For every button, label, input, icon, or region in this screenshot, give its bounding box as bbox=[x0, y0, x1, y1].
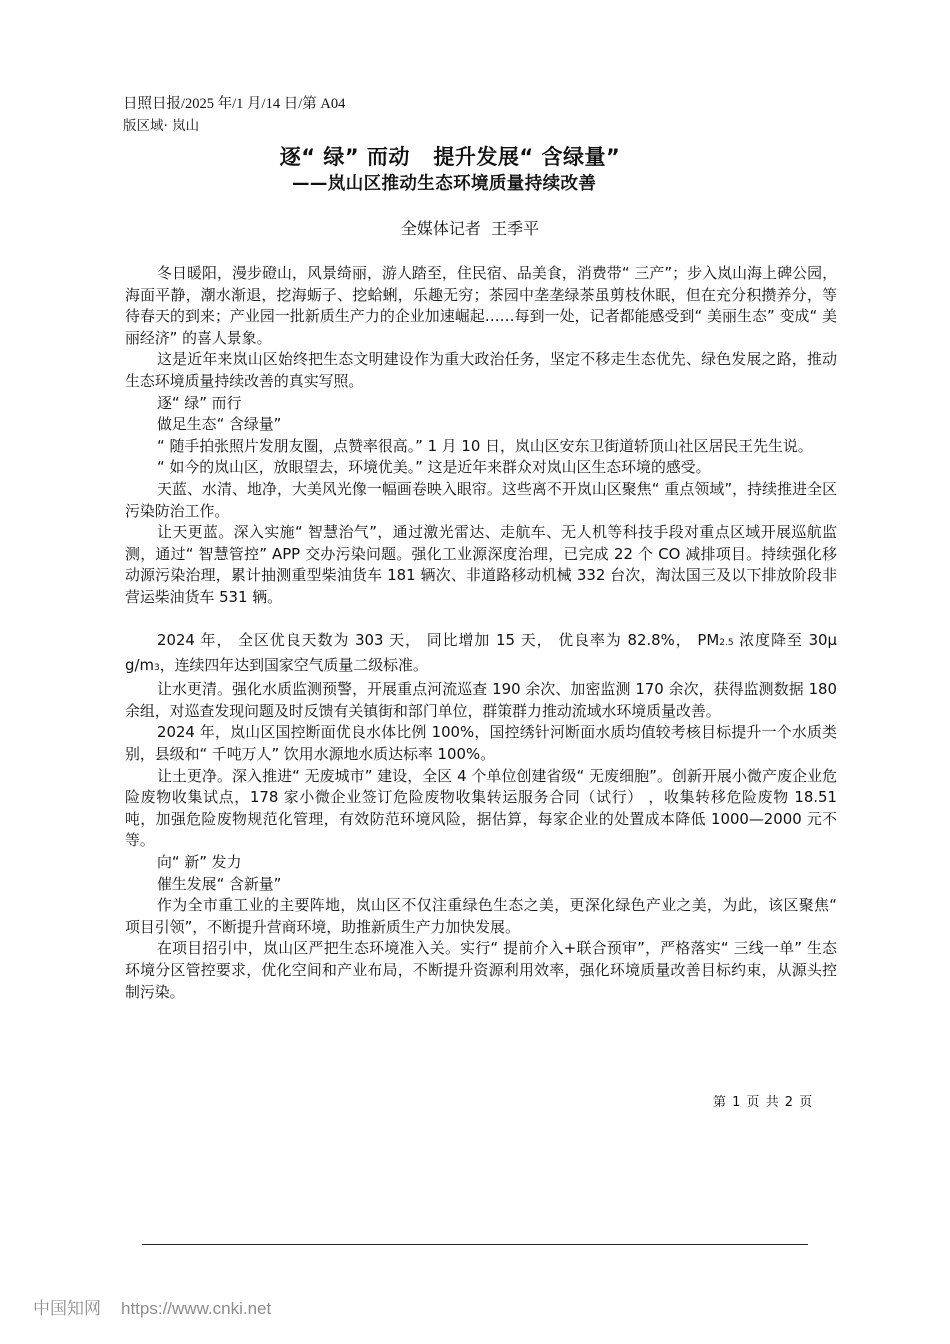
section-subheading: 催生发展“ 含新量” bbox=[157, 874, 282, 893]
source-line: 日照日报/2025 年/1 月/14 日/第 A04 bbox=[123, 96, 346, 112]
article-subtitle: ——岚山区推动生态环境质量持续改善 bbox=[292, 174, 597, 194]
section-line: 版区域· 岚山 bbox=[123, 118, 200, 134]
watermark bbox=[33, 1294, 291, 1319]
article-body bbox=[125, 263, 837, 1003]
paragraph: 天蓝、水清、地净，大美风光像一幅画卷映入眼帘。这些离不开岚山区聚焦“ 重点领域”，持续推进全区污染防治工作。 bbox=[125, 479, 837, 520]
paragraph: “ 如今的岚山区，放眼望去，环境优美。” 这是近年来群众对岚山区生态环境的感受。 bbox=[157, 458, 711, 477]
section-heading: 向“ 新” 发力 bbox=[157, 853, 242, 872]
watermark-url: https://www.cnki.net bbox=[121, 1299, 272, 1318]
section-heading: 逐“ 绿” 而行 bbox=[157, 393, 242, 412]
watermark-name: 中国知网 bbox=[33, 1299, 101, 1318]
article-title: 逐“ 绿” 而动 提升发展“ 含绿量” bbox=[279, 145, 621, 169]
air-text-1: 2024 年， 全区优良天数为 303 天， 同比增加 15 天， 优良率为 82.8%， PM bbox=[157, 631, 720, 650]
blank-line bbox=[125, 609, 837, 631]
air-text-3: ，连续四年达到国家空气质量二级标准。 bbox=[159, 655, 428, 674]
unit-subscript: 3 bbox=[153, 662, 160, 673]
paragraph: “ 随手拍张照片发朋友圈，点赞率很高。” 1 月 10 日，岚山区安东卫街道轿顶山社区居民王先生说。 bbox=[157, 436, 813, 455]
article-byline: 全媒体记者 王季平 bbox=[400, 219, 540, 238]
paragraph: 让天更蓝。深入实施“ 智慧治气”，通过激光雷达、走航车、无人机等科技手段对重点区域开展巡航监测，通过“ 智慧管控” APP 交办污染问题。强化工业源深度治理，已完成 22 个 CO 减排项目。持续强化移动源污染治理，累计抽测重型柴油货车 181 辆次、非道路移动机械 332 台次，淘汰国三及以下排放阶段非营运柴油货车 531 辆。 bbox=[125, 523, 837, 606]
paragraph: 在项目招引中，岚山区严把生态环境准入关。实行“ 提前介入+联合预审”，严格落实“ 三线一单” 生态环境分区管控要求，优化空间和产业布局，不断提升资源利用效率，强化环境质量改善目标约束，从源头控制污染。 bbox=[125, 939, 837, 1001]
section-subheading: 做足生态“ 含绿量” bbox=[157, 415, 282, 434]
paragraph: 让水更清。强化水质监测预警，开展重点河流巡查 190 余次、加密监测 170 余次，获得监测数据 180 余组，对巡查发现问题及时反馈有关镇街和部门单位，群策群力推动流域水环境质量改善。 bbox=[125, 680, 837, 720]
page-indicator: 第 1 页 共 2 页 bbox=[713, 1095, 814, 1110]
paragraph: 作为全市重工业的主要阵地，岚山区不仅注重绿色生态之美，更深化绿色产业之美，为此，该区聚焦“ 项目引领”，不断提升营商环境，助推新质生产力加快发展。 bbox=[125, 896, 837, 936]
paragraph: 这是近年来岚山区始终把生态文明建设作为重大政治任务，坚定不移走生态优先、绿色发展之路，推动生态环境质量持续改善的真实写照。 bbox=[125, 350, 837, 390]
paragraph: 冬日暖阳，漫步磴山，风景绮丽，游人踏至，住民宿、品美食，消费带“ 三产”；步入岚山海上碑公园，海面平静，潮水渐退，挖海蛎子、挖蛤蜊，乐趣无穷；茶园中垄垄绿茶虽剪枝休眠，但在充分积攒养分，等待春天的到来；产业园一批新质生产力的企业加速崛起……每到一处，记者都能感受到“ 美丽生态” 变成“ 美丽经济” 的喜人景象。 bbox=[125, 264, 837, 347]
pm-subscript: 2.5 bbox=[719, 638, 734, 649]
footer-divider bbox=[142, 1244, 808, 1245]
air-quality-paragraph bbox=[125, 630, 837, 679]
air-text-2: 浓度降至 30μ g/m bbox=[125, 631, 837, 674]
paragraph: 2024 年，岚山区国控断面优良水体比例 100%，国控绣针河断面水质均值较考核目标提升一个水质类别，县级和“ 千吨万人” 饮用水源地水质达标率 100%。 bbox=[125, 723, 837, 764]
paragraph: 让土更净。深入推进“ 无废城市” 建设，全区 4 个单位创建省级“ 无废细胞”。创新开展小微产废企业危险废物收集试点，178 家小微企业签订危险废物收集转运服务合同（试行） ，收集转移危险废物 18.51 吨，加强危险废物规范化管理，有效防范环境风险，据估算，每家企业的处置成本降低 1000—2000 元不等。 bbox=[125, 766, 837, 850]
